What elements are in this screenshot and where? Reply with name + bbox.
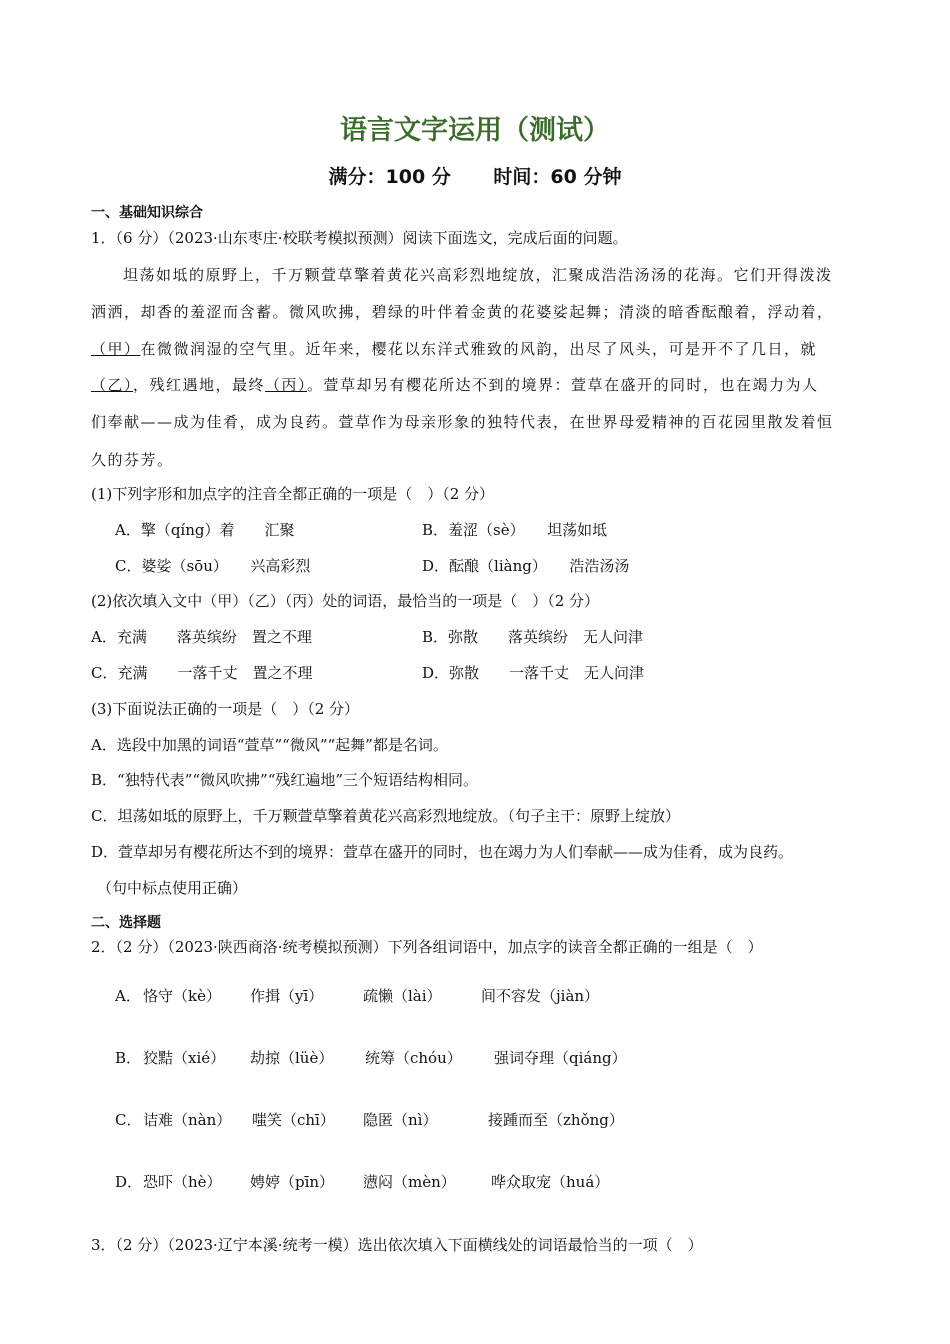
score-time-line [0,162,950,189]
sub-question-3: (3)下面说法正确的一项是（ ）（2 分） [91,700,360,718]
full-score: 满分：100 分 [328,166,451,188]
q2-option-a: A． 恪守（kè） 作揖（yī） 疏懒（lài） 间不容发（jiàn） [115,987,600,1005]
option-3d: D．萱草却另有樱花所达不到的境界：萱草在盛开的同时，也在竭力为人们奉献——成为佳肴，成为良药。 [91,843,794,861]
option-1b: B．羞涩（sè） 坦荡如坻 [422,521,608,539]
time-limit: 时间：60 分钟 [493,166,622,188]
section-heading-2: 二、选择题 [91,915,161,931]
passage-line-2: 洒洒，却香的羞涩而含蓄。微风吹拂，碧绿的叶伴着金黄的花婆娑起舞；清淡的暗香酝酿着，浮动着， [91,303,834,321]
option-2d: D．弥散 一落千丈 无人问津 [422,664,645,682]
option-1a: A．擎（qíng）着 汇聚 [115,521,295,539]
option-3a: A．选段中加黑的词语“萱草”“微风”“起舞”都是名词。 [91,736,448,754]
q2-option-d: D． 恐吓（hè） 娉婷（pīn） 懑闷（mèn） 哗众取宠（huá） [115,1173,610,1191]
option-2c: C．充满 一落千丈 置之不理 [91,664,313,682]
q2-option-c: C． 诘难（nàn） 嗤笑（chī） 隐匿（nì） 接踵而至（zhǒng） [115,1111,624,1129]
passage-line-1: 坦荡如坻的原野上，千万颗萱草擎着黄花兴高彩烈地绽放，汇聚成浩浩汤汤的花海。它们开得泼泼 [123,266,833,284]
passage-line-6: 久的芬芳。 [91,451,174,469]
blank-bing: （丙） [265,376,308,394]
option-1c: C．婆娑（sōu） 兴高彩烈 [115,557,311,575]
question-1-stem: 1．（6 分）（2023·山东枣庄·校联考模拟预测）阅读下面选文，完成后面的问题。 [91,229,628,247]
blank-yi: （乙） [91,376,134,394]
option-3c: C．坦荡如坻的原野上，千万颗萱草擎着黄花兴高彩烈地绽放。（句子主干：原野上绽放） [91,807,680,825]
option-2b: B．弥散 落英缤纷 无人问津 [422,628,644,646]
blank-jia: （甲） [91,340,141,358]
option-1d: D．酝酿（liàng） 浩浩汤汤 [422,557,630,575]
passage-line-3: （甲）在微微润湿的空气里。近年来，樱花以东洋式雅致的风韵，出尽了风头，可是开不了几日，就 [91,340,818,358]
sub-question-2: (2)依次填入文中（甲）（乙）（丙）处的词语，最恰当的一项是（ ）（2 分） [91,592,600,610]
page-title: 语言文字运用（测试） [340,115,610,146]
passage-line-4: （乙），残红遇地，最终（丙）。萱草却另有樱花所达不到的境界：萱草在盛开的同时，也在竭力为人 [91,376,819,394]
option-3d-continuation: （句中标点使用正确） [97,879,248,897]
option-2a: A．充满 落英缤纷 置之不理 [91,628,312,646]
question-3-stem: 3．（2 分）（2023·辽宁本溪·统考一模）选出依次填入下面横线处的词语最恰当的一项（ ） [91,1236,703,1254]
sub-question-1: (1)下列字形和加点字的注音全都正确的一项是（ ）（2 分） [91,485,495,503]
passage-line-5: 们奉献——成为佳肴，成为良药。萱草作为母亲形象的独特代表，在世界母爱精神的百花园里散发着恒 [91,413,834,431]
question-2-stem: 2．（2 分）（2023·陕西商洛·统考模拟预测）下列各组词语中，加点字的读音全都正确的一组是（ ） [91,938,763,956]
section-heading-1: 一、基础知识综合 [91,205,203,221]
option-3b: B．“独特代表”“微风吹拂”“残红遍地”三个短语结构相同。 [91,771,479,789]
q2-option-b: B． 狡黠（xié） 劫掠（lüè） 统筹（chóu） 强词夺理（qiáng） [115,1049,627,1067]
